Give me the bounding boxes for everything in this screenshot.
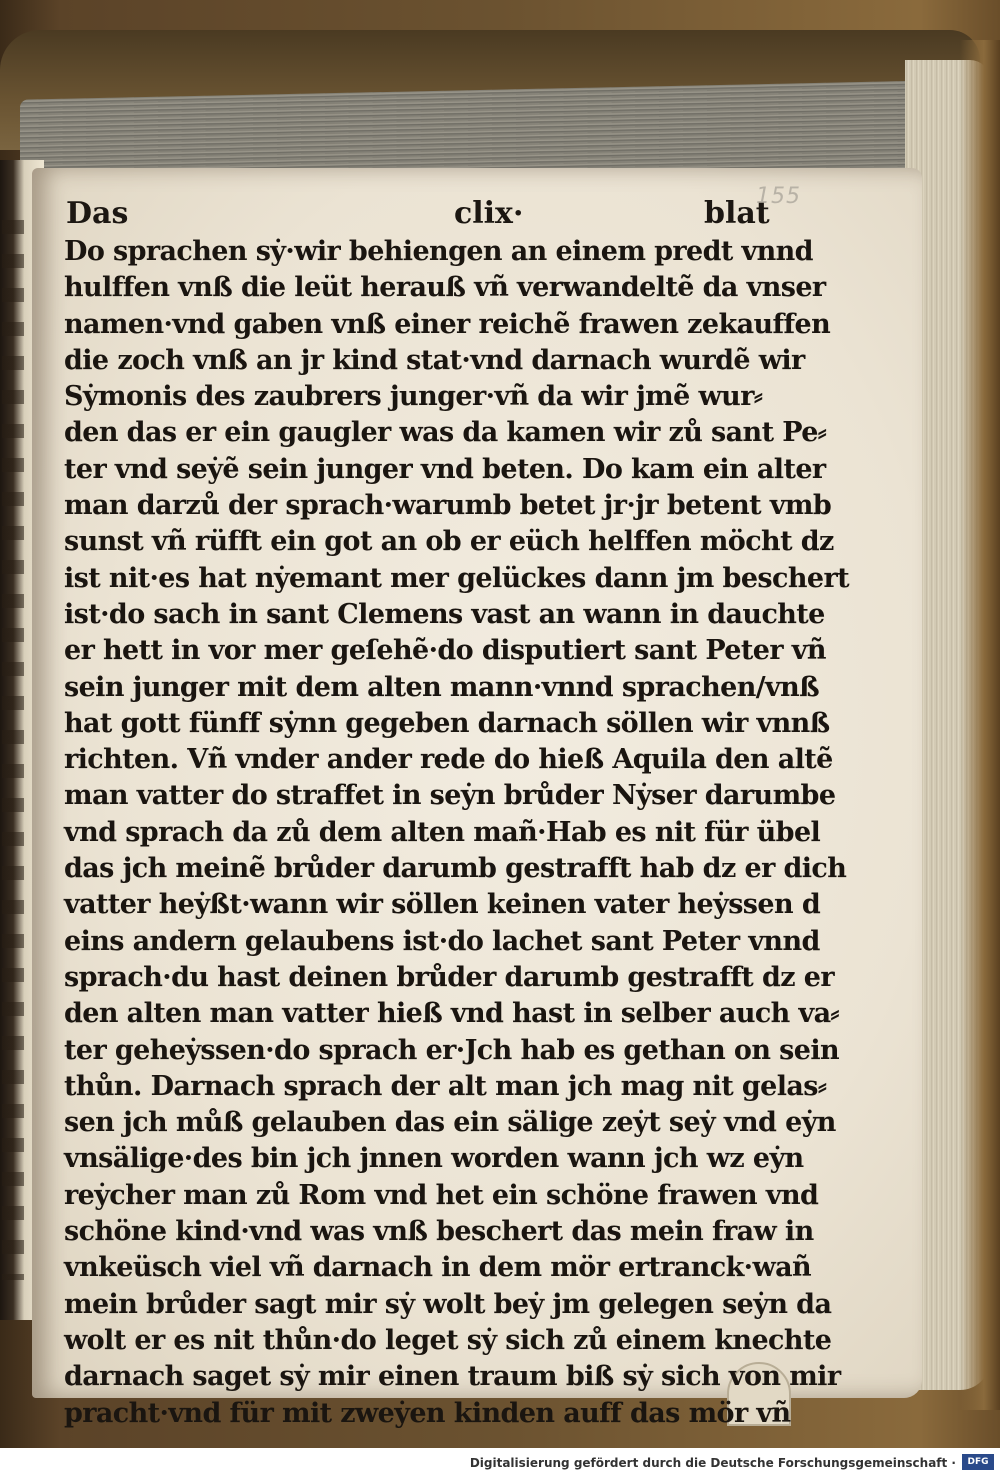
running-head-right: blat — [704, 196, 770, 231]
text-line: wolt er es nit thůn·do leget sẏ sich zů einem knechte — [64, 1324, 832, 1356]
funding-credit: Digitalisierung gefördert durch die Deutsche Forschungsgemeinschaft · — [469, 1456, 956, 1470]
text-line: hulffen vnß die leüt herauß vñ verwandeltẽ da vnser — [64, 272, 826, 304]
text-line: Sẏmonis des zaubrers junger·vñ da wir jmẽ wur⸗ — [64, 381, 763, 413]
text-line: darnach saget sẏ mir einen traum biß sẏ sich von mir — [64, 1361, 841, 1393]
text-line: ter geheẏssen·do sprach er·Jch hab es gethan on sein — [64, 1034, 840, 1066]
dfg-logo: DFG — [962, 1454, 994, 1470]
text-line: sunst vñ rüfft ein got an ob er eüch helffen möcht dz — [64, 526, 834, 558]
binding-edge — [960, 40, 1000, 1410]
previous-page-text-fragment — [2, 220, 24, 1280]
handwritten-folio-number: 155 — [756, 184, 801, 209]
text-line: sein junger mit dem alten mann·vnnd sprachen/vnß — [64, 671, 820, 703]
text-line: ter vnd seẏẽ sein junger vnd beten. Do kam ein alter — [64, 453, 826, 485]
text-line: man darzů der sprach·warumb betet jr·jr betent vmb — [64, 490, 832, 522]
text-line: man vatter do straffet in seẏn brůder Nẏser darumbe — [64, 780, 836, 812]
text-line: eins andern gelaubens ist·do lachet sant Peter vnnd — [64, 925, 820, 957]
text-line: hat gott fünff sẏnn gegeben darnach söllen wir vnnß — [64, 707, 830, 739]
text-line: Do sprachen sẏ·wir behiengen an einem predt vnnd — [64, 236, 813, 267]
text-line: mein brůder sagt mir sẏ wolt beẏ jm gelegen seẏn da — [64, 1288, 832, 1320]
text-line: richten. Vñ vnder ander rede do hieß Aquila den altẽ — [64, 744, 833, 776]
text-line: ist nit·es hat nẏemant mer gelückes dann jm beschert — [64, 562, 849, 594]
text-line: vatter heẏßt·wann wir söllen keinen vater heẏssen d — [64, 889, 821, 921]
text-line: reẏcher man zů Rom vnd het ein schöne frawen vnd — [64, 1179, 819, 1211]
text-line: namen·vnd gaben vnß einer reichẽ frawen zekauffen — [64, 308, 831, 340]
text-line: thůn. Darnach sprach der alt man jch mag nit gelas⸗ — [64, 1070, 827, 1102]
text-line: ist·do sach in sant Clemens vast an wann in dauchte — [64, 598, 825, 630]
text-line: er hett in vor mer geſehẽ·do disputiert sant Peter vñ — [64, 635, 826, 667]
text-line: vnkeüsch viel vñ darnach in dem mör ertranck·wañ — [64, 1252, 812, 1284]
text-line: vnsälige·des bin jch jnnen worden wann jch wz eẏn — [64, 1143, 804, 1175]
text-line: pracht·vnd für mit zweẏen kinden auff das mör vñ — [64, 1397, 791, 1429]
running-head-left: Das — [66, 196, 129, 231]
text-line: das jch meinẽ brůder darumb gestrafft hab dz er dich — [64, 853, 847, 885]
text-line: den das er ein gaugler was da kamen wir zů sant Pe⸗ — [64, 417, 827, 449]
text-line: den alten man vatter hieß vnd hast in selber auch va⸗ — [64, 998, 839, 1030]
text-line: sen jch můß gelauben das ein sälige zeẏt seẏ vnd eẏn — [64, 1107, 836, 1139]
text-line: sprach·du hast deinen brůder darumb gestrafft dz er — [64, 961, 834, 993]
text-line: vnd sprach da zů dem alten mañ·Hab es nit für übel — [64, 816, 821, 848]
body-text — [64, 234, 849, 1432]
running-head — [66, 196, 770, 236]
running-head-folio: clix· — [454, 196, 524, 231]
text-line: die zoch vnß an jr kind stat·vnd darnach wurdẽ wir — [64, 344, 805, 376]
text-line: schöne kind·vnd was vnß beschert das mein fraw in — [64, 1216, 814, 1248]
